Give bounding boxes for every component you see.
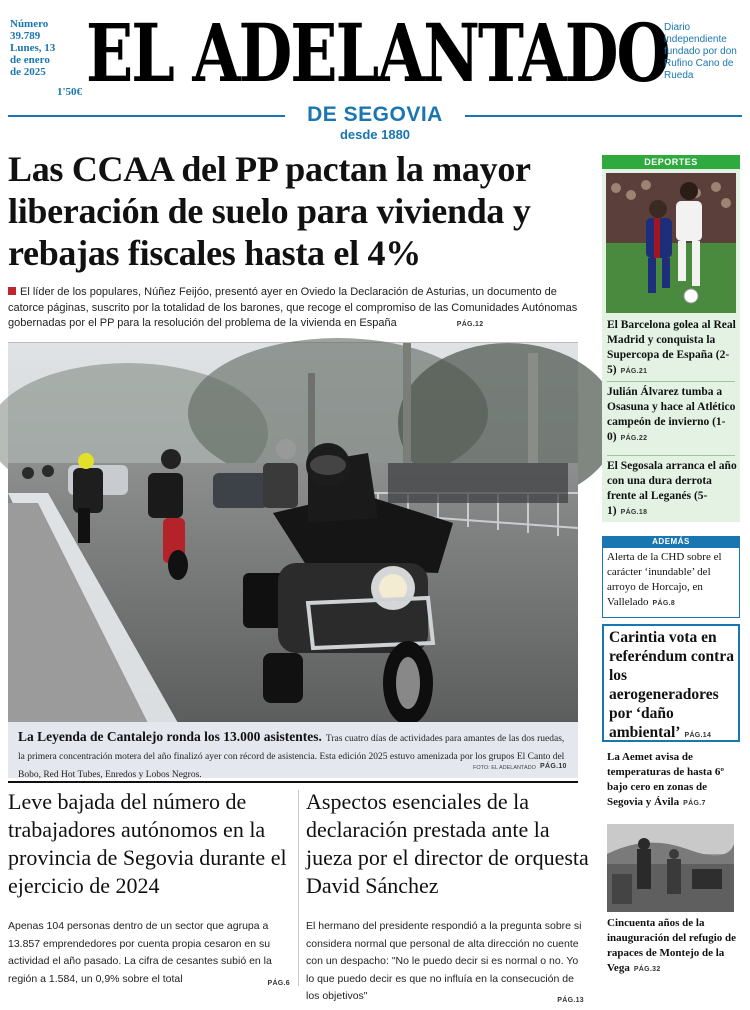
page-ref: PÁG.7	[683, 800, 706, 807]
tagline-line: Rueda	[664, 70, 694, 81]
main-lead-text: El líder de los populares, Núñez Feijóo, presentó ayer en Oviedo la Declaración de Asturias, un documento de catorce páginas, suscrito por la totalidad de los barones, que recoge el compromiso de las Comunidades Autónomas gobernadas por el PP para la resolución del problema de la vivienda en España	[8, 286, 578, 329]
page-ref: PÁG.13	[557, 997, 584, 1004]
photo-caption	[8, 722, 578, 778]
story-left-text: Apenas 104 personas dentro de un sector que agrupa a 13.857 emprendedores por cuenta propia cesaron en su actividad el año pasado. La cifra de cesantes subió en la región a 1.584, un 0,9% sobre el total	[8, 920, 272, 985]
main-photo[interactable]	[8, 342, 578, 722]
sports-photo[interactable]	[606, 173, 736, 313]
sports-item-text: El Barcelona golea al Real Madrid y conquista la Supercopa de España (2-5)	[607, 319, 736, 376]
issue-label: Número	[10, 18, 49, 30]
price: 1'50€	[56, 86, 82, 98]
column-divider	[298, 790, 299, 986]
story-right-headline[interactable]: Aspectos esenciales de la declaración prestada ante la jueza por el director de orquesta David Sánchez	[306, 789, 589, 898]
red-square-icon	[8, 287, 16, 295]
founded-year: desde 1880	[339, 127, 411, 142]
date-line: de enero	[10, 54, 50, 66]
sports-item[interactable]	[607, 385, 737, 446]
page-ref: PÁG.14	[684, 732, 712, 739]
historic-photo	[607, 824, 734, 912]
ademas-item-text: Alerta de la CHD sobre el carácter ‘inundable’ del arroyo de Horcajo, en Vallelado	[607, 551, 722, 608]
tagline-line: fundado por don	[664, 46, 737, 57]
aemet-story[interactable]	[607, 750, 737, 811]
page-ref: PÁG.22	[620, 435, 648, 442]
ademas-header: ADEMÁS	[602, 536, 740, 548]
date-line: de 2025	[10, 66, 46, 78]
page-ref: PÁG.10	[540, 763, 567, 770]
page-ref: PÁG.12	[456, 321, 484, 328]
newspaper-title: EL ADELANTADO	[86, 6, 669, 101]
carintia-text: Carintia vota en referéndum contra los aerogeneradores por ‘daño ambiental’	[609, 629, 734, 741]
sports-separator	[607, 381, 735, 382]
page-ref: PÁG.18	[620, 509, 648, 516]
ademas-item[interactable]	[607, 550, 737, 611]
main-lead	[8, 285, 583, 333]
tagline-line: independiente	[664, 34, 727, 45]
page-ref: PÁG.8	[652, 600, 676, 607]
cincuenta-story[interactable]	[607, 916, 739, 977]
tagline-line: Rufino Cano de	[664, 58, 734, 69]
sports-item-text: Julián Álvarez tumba a Osasuna y hace al Atlético campeón de invierno (1-0)	[607, 386, 736, 443]
caption-body: Tras cuatro días de actividades para amantes de las dos ruedas, la primera concentración motera del año finalizó ayer con récord de asistencia. Esta edición 2025 estuvo amenizada por los grupos El Canto del Bobo, Red Hot Tubes, Enredos y Lobos Negros.	[18, 734, 565, 780]
motorcycle-rally-photo	[8, 343, 578, 723]
story-left-headline[interactable]: Leve bajada del número de trabajadores autónomos en la provincia de Segovia durante el ejercicio de 2024	[8, 789, 287, 898]
sports-separator	[607, 455, 735, 456]
date-line: Lunes, 13	[10, 42, 56, 54]
sports-item-text: El Segosala arranca el año con una dura derrota frente al Leganés (5-1)	[607, 460, 737, 517]
page-ref: PÁG.21	[620, 368, 648, 375]
sports-item[interactable]	[607, 459, 737, 520]
sports-header: DEPORTES	[602, 155, 740, 169]
tagline-line: Diario	[664, 22, 691, 33]
issue-info	[10, 18, 82, 98]
tagline	[664, 22, 746, 82]
issue-number: 39.789	[10, 30, 41, 42]
photo-credit: FOTO: EL ADELANTADO	[473, 765, 536, 771]
story-right-body	[306, 918, 584, 1010]
newspaper-subtitle: DE SEGOVIA	[285, 103, 465, 127]
main-headline[interactable]: Las CCAA del PP pactan la mayor liberación de suelo para vivienda y rebajas fiscales hasta el 4%	[8, 149, 531, 273]
sports-item[interactable]	[607, 318, 737, 379]
story-left-body	[8, 918, 290, 992]
story-right-text: El hermano del presidente respondió a la pregunta sobre si considera normal que personal de alta dirección no cuente con un despacho: "No le puedo decir si es normal o no. Yo lo que puedo decir es que no influía en la consecución de los objetivos"	[306, 920, 582, 1002]
page-ref: PÁG.32	[633, 966, 661, 973]
section-divider	[8, 781, 578, 783]
caption-title[interactable]: La Leyenda de Cantalejo ronda los 13.000 asistentes.	[18, 729, 322, 744]
page-ref: PÁG.6	[267, 979, 290, 987]
football-photo	[606, 173, 736, 313]
carintia-story[interactable]	[609, 628, 737, 745]
cincuenta-text: Cincuenta años de la inauguración del refugio de rapaces de Montejo de la Vega	[607, 917, 737, 974]
refugio-photo[interactable]	[607, 824, 734, 912]
aemet-text: La Aemet avisa de temperaturas de hasta 6º bajo cero en zonas de Segovia y Ávila	[607, 751, 724, 808]
